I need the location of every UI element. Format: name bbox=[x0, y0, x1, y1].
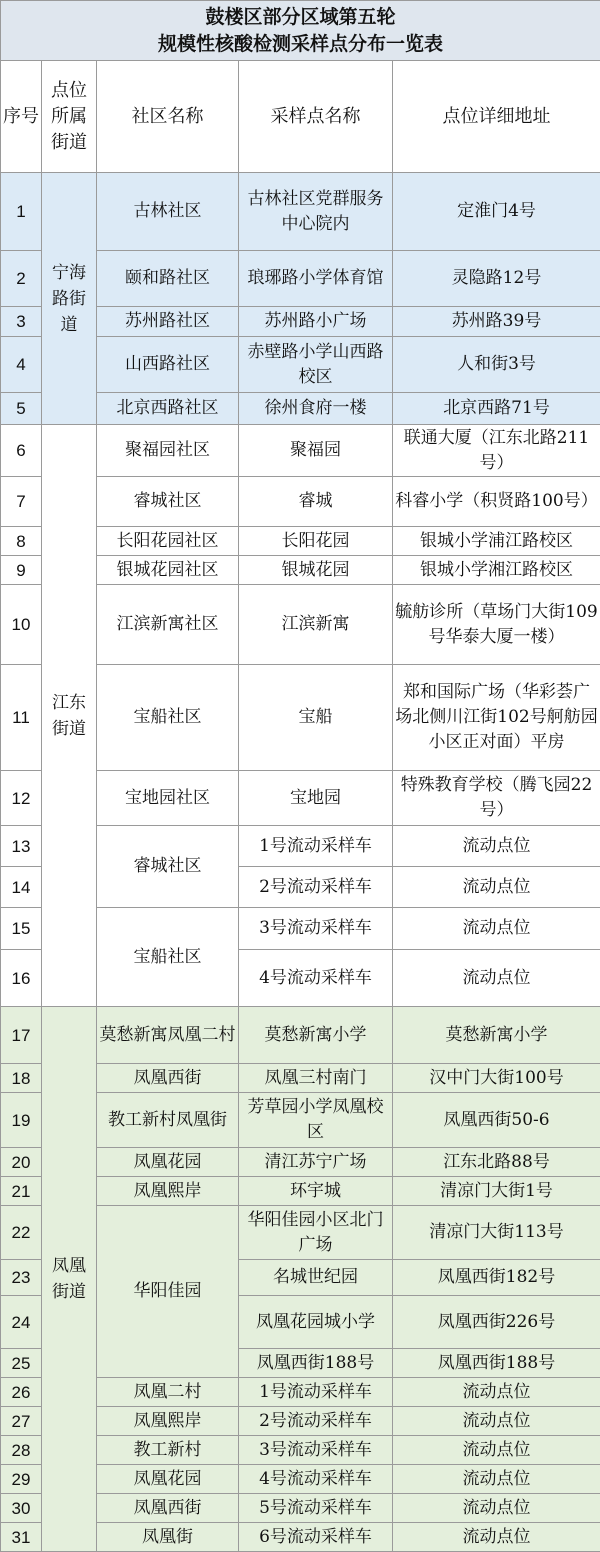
row-seq: 27 bbox=[1, 1407, 42, 1436]
row-address: 定淮门4号 bbox=[393, 173, 600, 251]
row-seq: 11 bbox=[1, 665, 42, 771]
row-address: 凤凰西街226号 bbox=[393, 1296, 600, 1349]
row-address: 凤凰西街182号 bbox=[393, 1260, 600, 1296]
header-community: 社区名称 bbox=[97, 61, 239, 173]
row-site: 芳草园小学凤凰校区 bbox=[239, 1093, 393, 1148]
row-community: 凤凰花园 bbox=[97, 1148, 239, 1177]
row-community: 华阳佳园 bbox=[97, 1206, 239, 1378]
table-title bbox=[1, 1, 600, 61]
row-community: 宝船社区 bbox=[97, 908, 239, 1007]
row-site: 6号流动采样车 bbox=[239, 1523, 393, 1552]
row-site: 徐州食府一楼 bbox=[239, 393, 393, 425]
row-seq: 30 bbox=[1, 1494, 42, 1523]
street-jiangdong: 江东街道 bbox=[42, 425, 97, 1007]
row-seq: 13 bbox=[1, 826, 42, 867]
header-street: 点位所属街道 bbox=[42, 61, 97, 173]
row-community: 莫愁新寓凤凰二村 bbox=[97, 1007, 239, 1064]
row-address: 科睿小学（积贤路100号） bbox=[393, 477, 600, 527]
row-community: 古林社区 bbox=[97, 173, 239, 251]
row-address: 郑和国际广场（华彩荟广场北侧川江街102号舸舫园小区正对面）平房 bbox=[393, 665, 600, 771]
row-site: 2号流动采样车 bbox=[239, 1407, 393, 1436]
row-seq: 19 bbox=[1, 1093, 42, 1148]
table-row bbox=[1, 1007, 600, 1064]
row-address: 灵隐路12号 bbox=[393, 251, 600, 307]
row-community: 凤凰二村 bbox=[97, 1378, 239, 1407]
row-address: 流动点位 bbox=[393, 1378, 600, 1407]
row-address: 江东北路88号 bbox=[393, 1148, 600, 1177]
row-site: 宝地园 bbox=[239, 771, 393, 826]
row-address: 流动点位 bbox=[393, 1465, 600, 1494]
row-address: 流动点位 bbox=[393, 867, 600, 908]
row-seq: 28 bbox=[1, 1436, 42, 1465]
row-site: 琅琊路小学体育馆 bbox=[239, 251, 393, 307]
row-site: 莫愁新寓小学 bbox=[239, 1007, 393, 1064]
row-address: 流动点位 bbox=[393, 1494, 600, 1523]
row-address: 凤凰西街50-6 bbox=[393, 1093, 600, 1148]
row-address: 流动点位 bbox=[393, 950, 600, 1007]
row-site: 银城花园 bbox=[239, 556, 393, 585]
row-address: 苏州路39号 bbox=[393, 307, 600, 337]
row-address: 凤凰西街188号 bbox=[393, 1349, 600, 1378]
table-row bbox=[1, 425, 600, 477]
row-address: 莫愁新寓小学 bbox=[393, 1007, 600, 1064]
row-site: 江滨新寓 bbox=[239, 585, 393, 665]
row-address: 银城小学湘江路校区 bbox=[393, 556, 600, 585]
row-seq: 5 bbox=[1, 393, 42, 425]
row-seq: 18 bbox=[1, 1064, 42, 1093]
row-seq: 12 bbox=[1, 771, 42, 826]
row-site: 1号流动采样车 bbox=[239, 1378, 393, 1407]
row-site: 古林社区党群服务中心院内 bbox=[239, 173, 393, 251]
row-seq: 2 bbox=[1, 251, 42, 307]
row-community: 长阳花园社区 bbox=[97, 527, 239, 556]
row-community: 江滨新寓社区 bbox=[97, 585, 239, 665]
row-seq: 1 bbox=[1, 173, 42, 251]
row-site: 名城世纪园 bbox=[239, 1260, 393, 1296]
row-seq: 26 bbox=[1, 1378, 42, 1407]
row-site: 5号流动采样车 bbox=[239, 1494, 393, 1523]
row-seq: 4 bbox=[1, 337, 42, 393]
row-community: 山西路社区 bbox=[97, 337, 239, 393]
row-seq: 31 bbox=[1, 1523, 42, 1552]
row-address: 流动点位 bbox=[393, 1407, 600, 1436]
row-site: 凤凰三村南门 bbox=[239, 1064, 393, 1093]
row-address: 流动点位 bbox=[393, 826, 600, 867]
row-address: 人和街3号 bbox=[393, 337, 600, 393]
row-site: 清江苏宁广场 bbox=[239, 1148, 393, 1177]
row-site: 环宇城 bbox=[239, 1177, 393, 1206]
row-community: 凤凰街 bbox=[97, 1523, 239, 1552]
row-seq: 29 bbox=[1, 1465, 42, 1494]
row-community: 凤凰西街 bbox=[97, 1494, 239, 1523]
row-site: 4号流动采样车 bbox=[239, 950, 393, 1007]
row-site: 睿城 bbox=[239, 477, 393, 527]
row-site: 聚福园 bbox=[239, 425, 393, 477]
row-address: 汉中门大街100号 bbox=[393, 1064, 600, 1093]
header-site: 采样点名称 bbox=[239, 61, 393, 173]
row-site: 4号流动采样车 bbox=[239, 1465, 393, 1494]
row-address: 流动点位 bbox=[393, 908, 600, 950]
row-community: 教工新村凤凰街 bbox=[97, 1093, 239, 1148]
row-address: 联通大厦（江东北路211号） bbox=[393, 425, 600, 477]
row-site: 长阳花园 bbox=[239, 527, 393, 556]
row-address: 银城小学浦江路校区 bbox=[393, 527, 600, 556]
row-seq: 17 bbox=[1, 1007, 42, 1064]
row-site: 2号流动采样车 bbox=[239, 867, 393, 908]
row-address: 北京西路71号 bbox=[393, 393, 600, 425]
header-address: 点位详细地址 bbox=[393, 61, 600, 173]
street-ninghai: 宁海路街道 bbox=[42, 173, 97, 425]
row-seq: 3 bbox=[1, 307, 42, 337]
row-seq: 8 bbox=[1, 527, 42, 556]
row-seq: 16 bbox=[1, 950, 42, 1007]
row-site: 宝船 bbox=[239, 665, 393, 771]
row-seq: 7 bbox=[1, 477, 42, 527]
row-seq: 9 bbox=[1, 556, 42, 585]
header-seq: 序号 bbox=[1, 61, 42, 173]
title-line-2: 规模性核酸检测采样点分布一览表 bbox=[3, 31, 598, 58]
title-line-1: 鼓楼区部分区域第五轮 bbox=[3, 4, 598, 31]
row-seq: 22 bbox=[1, 1206, 42, 1260]
row-seq: 20 bbox=[1, 1148, 42, 1177]
row-address: 清凉门大街113号 bbox=[393, 1206, 600, 1260]
row-seq: 21 bbox=[1, 1177, 42, 1206]
row-community: 凤凰西街 bbox=[97, 1064, 239, 1093]
row-community: 教工新村 bbox=[97, 1436, 239, 1465]
row-address: 流动点位 bbox=[393, 1523, 600, 1552]
row-address: 清凉门大街1号 bbox=[393, 1177, 600, 1206]
street-fenghuang: 凤凰街道 bbox=[42, 1007, 97, 1552]
row-community: 宝船社区 bbox=[97, 665, 239, 771]
row-site: 凤凰西街188号 bbox=[239, 1349, 393, 1378]
row-site: 凤凰花园城小学 bbox=[239, 1296, 393, 1349]
row-community: 凤凰熙岸 bbox=[97, 1177, 239, 1206]
row-site: 3号流动采样车 bbox=[239, 1436, 393, 1465]
row-site: 3号流动采样车 bbox=[239, 908, 393, 950]
row-address: 流动点位 bbox=[393, 1436, 600, 1465]
row-community: 颐和路社区 bbox=[97, 251, 239, 307]
row-address: 毓舫诊所（草场门大街109号华泰大厦一楼） bbox=[393, 585, 600, 665]
row-site: 华阳佳园小区北门广场 bbox=[239, 1206, 393, 1260]
row-seq: 23 bbox=[1, 1260, 42, 1296]
row-community: 凤凰熙岸 bbox=[97, 1407, 239, 1436]
row-community: 凤凰花园 bbox=[97, 1465, 239, 1494]
row-seq: 24 bbox=[1, 1296, 42, 1349]
row-community: 苏州路社区 bbox=[97, 307, 239, 337]
row-seq: 10 bbox=[1, 585, 42, 665]
row-community: 银城花园社区 bbox=[97, 556, 239, 585]
row-site: 苏州路小广场 bbox=[239, 307, 393, 337]
table-row bbox=[1, 173, 600, 251]
row-site: 赤壁路小学山西路校区 bbox=[239, 337, 393, 393]
row-seq: 25 bbox=[1, 1349, 42, 1378]
row-seq: 6 bbox=[1, 425, 42, 477]
row-community: 宝地园社区 bbox=[97, 771, 239, 826]
row-community: 睿城社区 bbox=[97, 477, 239, 527]
row-community: 聚福园社区 bbox=[97, 425, 239, 477]
row-seq: 15 bbox=[1, 908, 42, 950]
row-site: 1号流动采样车 bbox=[239, 826, 393, 867]
row-address: 特殊教育学校（腾飞园22号） bbox=[393, 771, 600, 826]
row-community: 睿城社区 bbox=[97, 826, 239, 908]
row-seq: 14 bbox=[1, 867, 42, 908]
row-community: 北京西路社区 bbox=[97, 393, 239, 425]
